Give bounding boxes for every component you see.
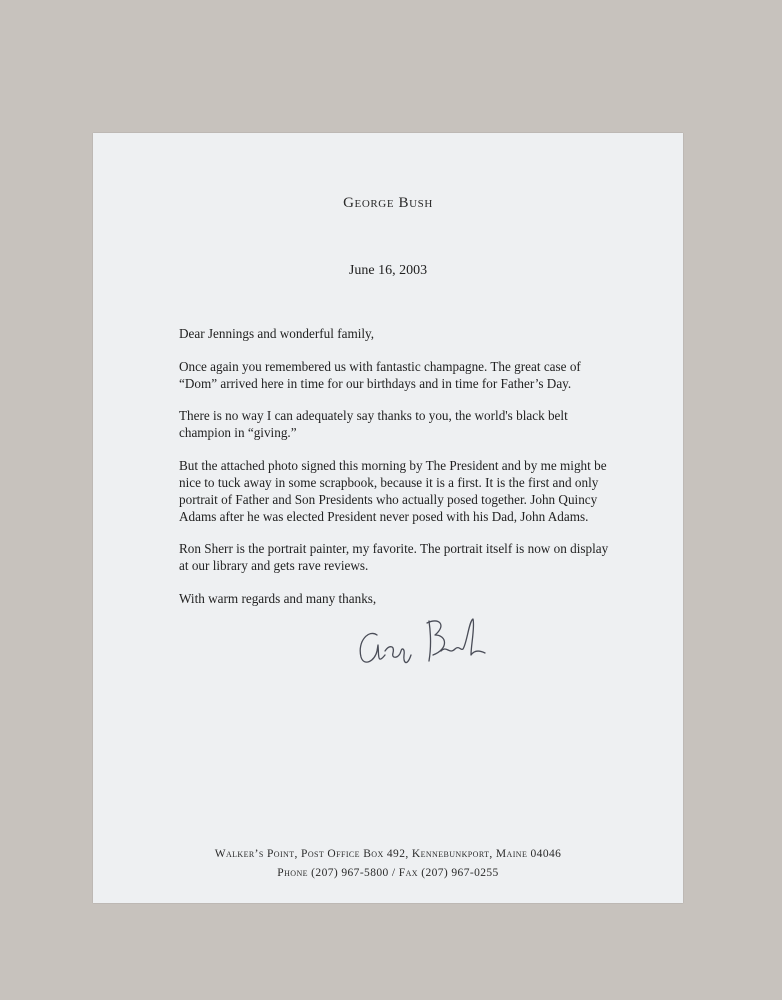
letter-footer bbox=[93, 845, 683, 883]
letter-sheet bbox=[93, 133, 683, 903]
salutation: Dear Jennings and wonderful family, bbox=[179, 326, 375, 341]
signature-stroke-g bbox=[360, 633, 385, 662]
letter-body bbox=[179, 325, 609, 622]
signature-stroke-eorge bbox=[385, 647, 411, 663]
body-paragraph-4: Ron Sherr is the portrait painter, my favorite. The portrait itself is now on display at our library and gets rave reviews. bbox=[179, 541, 609, 573]
signature bbox=[355, 615, 495, 675]
signature-stroke-ush bbox=[441, 619, 485, 655]
closing-line: With warm regards and many thanks, bbox=[179, 590, 377, 606]
footer-phone-fax: Phone (207) 967-5800 / Fax (207) 967-0255 bbox=[277, 867, 499, 879]
body-paragraph-3: But the attached photo signed this morning by The President and by me might be nice to tuck away in some scrapbook, because it is a first. It is the first and only portrait of Father and Son Presidents who actually posed together. John Quincy Adams after he was elected President never posed with his Dad, John Adams. bbox=[179, 457, 607, 524]
signature-stroke-b bbox=[427, 621, 445, 661]
body-paragraph-1: Once again you remembered us with fantastic champagne. The great case of “Dom” arrived here in time for our birthdays and in time for Father’s Day. bbox=[179, 358, 581, 391]
letterhead-name: George Bush bbox=[343, 195, 433, 211]
letter-date: June 16, 2003 bbox=[348, 263, 428, 278]
body-paragraph-2: There is no way I can adequately say thanks to you, the world's black belt champion in “giving.” bbox=[179, 408, 568, 440]
footer-address: Walker’s Point, Post Office Box 492, Kennebunkport, Maine 04046 bbox=[214, 848, 562, 860]
